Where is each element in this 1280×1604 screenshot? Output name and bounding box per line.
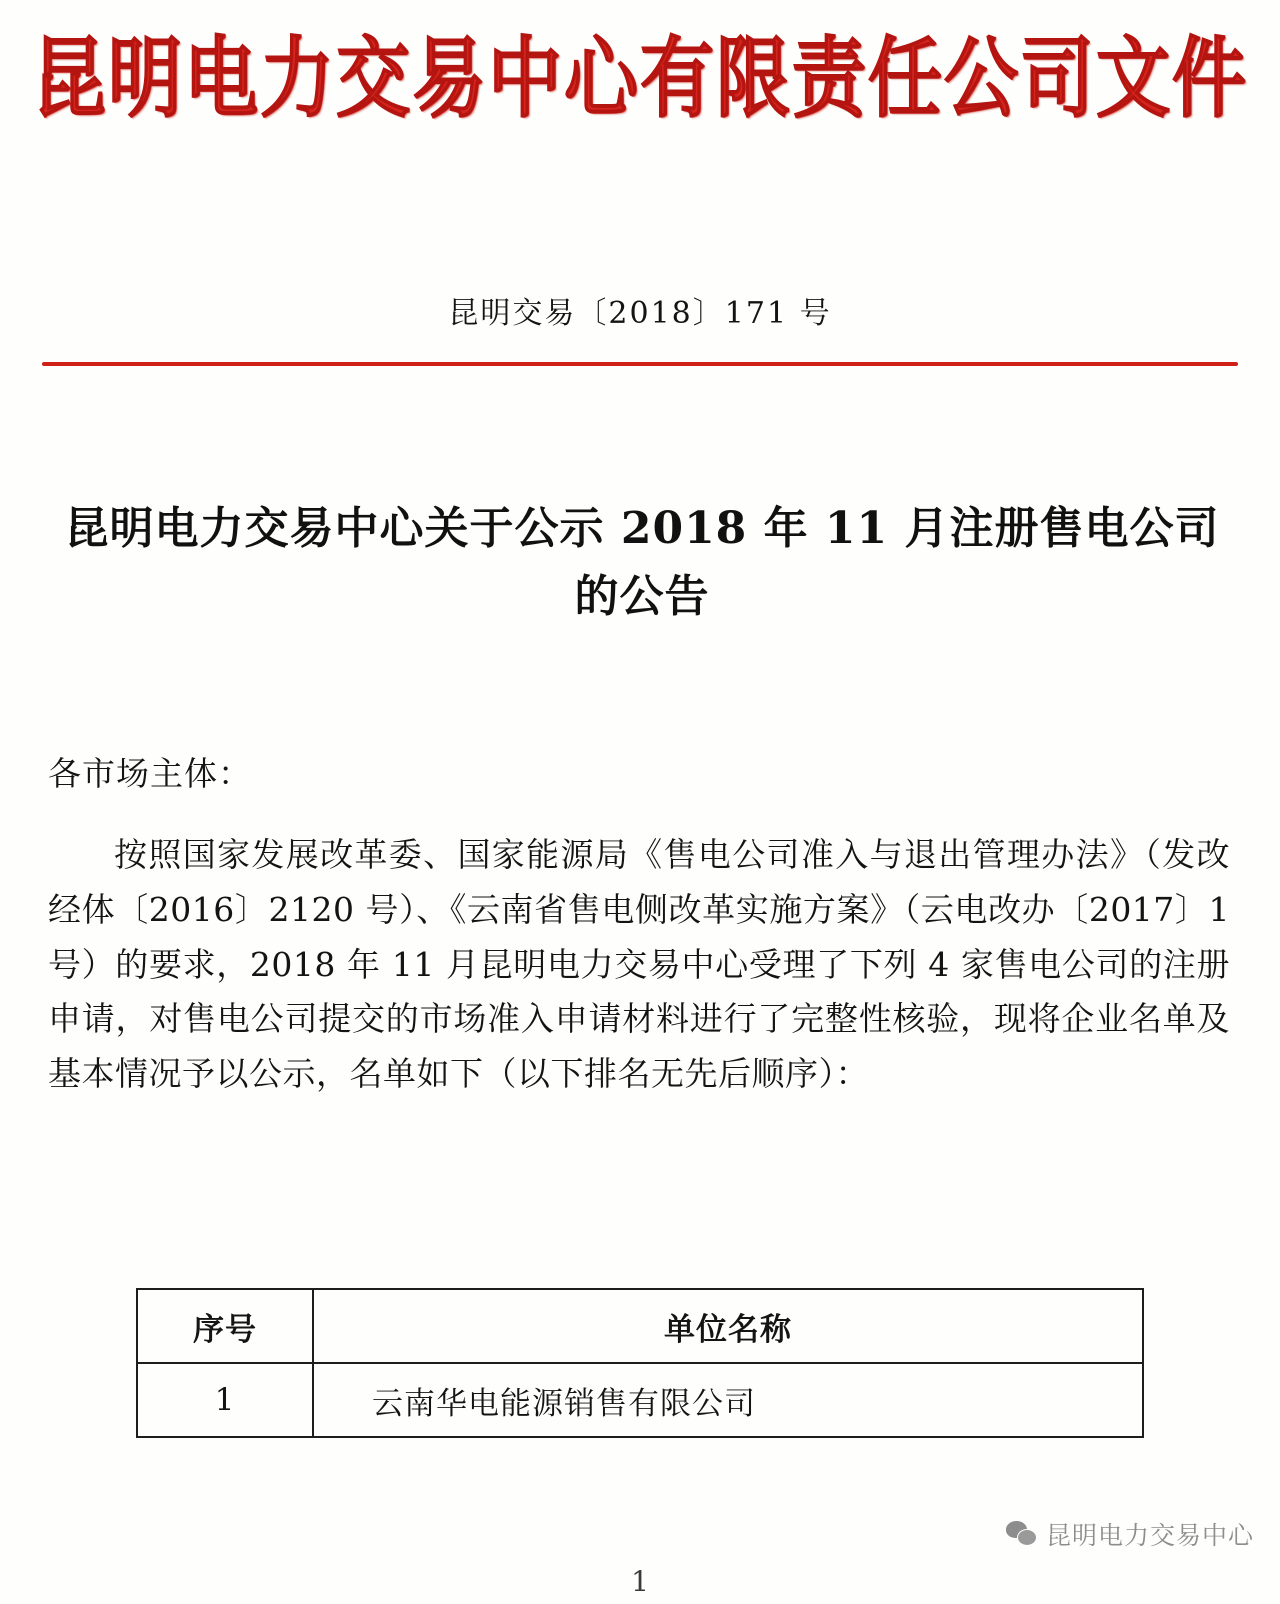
wechat-icon bbox=[1006, 1521, 1036, 1547]
salutation: 各市场主体： bbox=[48, 754, 252, 793]
masthead bbox=[0, 28, 1280, 130]
wechat-watermark bbox=[1006, 1516, 1254, 1552]
masthead-title: 昆明电力交易中心有限责任公司文件 bbox=[32, 28, 1248, 130]
body-paragraph: 按照国家发展改革委、国家能源局《售电公司准入与退出管理办法》（发改经体〔2016〕2120 号）、《云南省售电侧改革实施方案》（云电改办〔2017〕1 号）的要求，2018 年 11 月昆明电力交易中心受理了下列 4 家售电公司的注册申请，对售电公司提交的市场准入申请材料进行了完整性核验，现将企业名单及基本情况予以公示，名单如下（以下排名无先后顺序）： bbox=[48, 835, 1230, 1094]
table-row bbox=[137, 1363, 1143, 1437]
document-number: 昆明交易〔2018〕171 号 bbox=[448, 296, 832, 331]
cell-company-name: 云南华电能源销售有限公司 bbox=[313, 1363, 1143, 1437]
column-header-company-name: 单位名称 bbox=[313, 1289, 1143, 1363]
page-number: 1 bbox=[631, 1565, 649, 1598]
page-title: 昆明电力交易中心关于公示 2018 年 11 月注册售电公司的公告 bbox=[64, 503, 1220, 623]
registered-companies-table bbox=[136, 1288, 1144, 1438]
table-header-row bbox=[137, 1289, 1143, 1363]
red-divider-rule bbox=[42, 362, 1238, 366]
wechat-account-label: 昆明电力交易中心 bbox=[1045, 1521, 1254, 1550]
cell-index: 1 bbox=[137, 1363, 313, 1437]
column-header-index: 序号 bbox=[137, 1289, 313, 1363]
